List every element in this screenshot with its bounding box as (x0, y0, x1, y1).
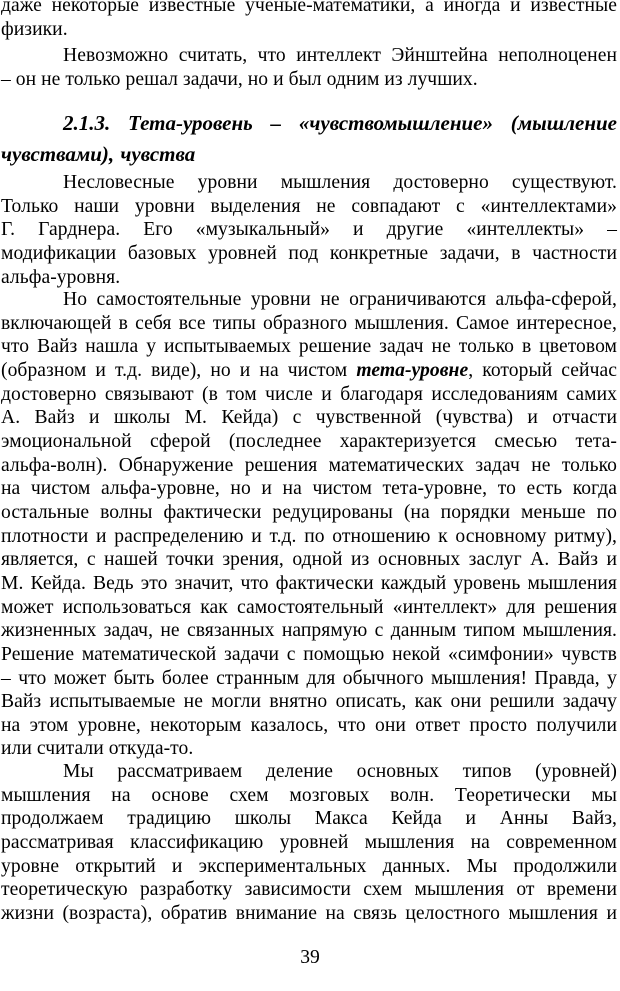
text-line: – что может быть более странным для обычного мышления! Правда, у (1, 667, 617, 689)
text-line: на этом уровне, некоторым казалось, что они ответ просто получили (1, 714, 617, 736)
text-fragment: , который сейчас (468, 359, 617, 381)
text-line: что Вайз нашла у испытываемых решение задач не только в цветовом (1, 336, 617, 358)
heading-line: чувствами), чувства (1, 142, 196, 166)
text-line: Несловесные уровни мышления достоверно существуют. (63, 172, 617, 193)
text-line: – он не только решал задачи, но и был одним из лучших. (1, 68, 478, 90)
text-line-with-emphasis (1, 359, 617, 383)
text-line: М. Кейда. Ведь это значит, что фактически каждый уровень мышления (1, 572, 617, 594)
text-line: даже некоторые известные ученые-математики, а иногда и известные (1, 0, 617, 16)
text-line: продолжаем традицию школы Макса Кейда и Анны Вайз, (1, 808, 617, 830)
text-line: модификации базовых уровней под конкретные задачи, в частности (1, 242, 617, 264)
text-line: или считали откуда-то. (1, 738, 194, 760)
text-line: мышления на основе схем мозговых волн. Теоретически мы (1, 784, 617, 806)
text-line: физики. (1, 18, 68, 40)
text-line: включающей в себя все типы образного мышления. Самое интересное, (1, 312, 617, 334)
text-line: уровне открытий и экспериментальных данных. Мы продолжили (1, 855, 617, 877)
text-line: Но самостоятельные уровни не ограничиваются альфа-сферой, (63, 289, 617, 310)
paragraph-continuation (1, 0, 617, 41)
paragraph (1, 288, 617, 761)
text-line: Только наши уровни выделения не совпадают с «интеллектами» (1, 195, 617, 217)
page-number: 39 (300, 947, 320, 968)
text-line: является, с нашей точки зрения, одной из основных заслуг А. Вайз и (1, 549, 617, 571)
text-line: может использоваться как самостоятельный «интеллект» для решения (1, 596, 617, 618)
text-line: остальные волны фактически редуцированы (на порядки меньше по (1, 501, 617, 523)
text-line: Невозможно считать, что интеллект Эйнштейна неполноценен (63, 45, 617, 66)
text-line: плотности и распределению и т.д. по отношению к основному ритму), (1, 525, 617, 547)
text-line: Г. Гарднера. Его «музыкальный» и другие «интеллекты» – (1, 219, 617, 241)
text-line: теоретическую разработку зависимости схем мышления от времени (1, 879, 617, 901)
text-line: эмоциональной сферой (последнее характеризуется смесью тета- (1, 430, 617, 452)
text-line: альфа-волн). Обнаружение решения математических задач не только (1, 454, 617, 476)
text-fragment: (образном и т.д. виде), но и на чистом (1, 359, 357, 381)
text-line: на чистом альфа-уровне, но и на чистом тета-уровне, то есть когда (1, 478, 617, 500)
heading-line: 2.1.3. Тета-уровень – «чувствомышление» (мышление (63, 111, 617, 135)
paragraph (1, 44, 617, 91)
text-line: достоверно связывают (в том числе и благодаря исследованиям самих (1, 383, 617, 405)
section-heading (1, 108, 617, 170)
text-line: А. Вайз и школы М. Кейда) с чувственной (чувства) и отчасти (1, 407, 617, 429)
text-line: Вайз испытываемые не могли внятно описать, как они решили задачу (1, 691, 617, 713)
text-line: альфа-уровня. (1, 266, 121, 288)
emphasized-term: тета-уровне (356, 359, 469, 381)
text-line: рассматривая классификацию уровней мышления на современном (1, 831, 617, 853)
text-line: жизни (возраста), обратив внимание на связь целостного мышления и (1, 902, 617, 924)
text-line: жизненных задач, не связанных напрямую с данным типом мышления. (1, 620, 617, 642)
paragraph (1, 171, 617, 289)
paragraph (1, 760, 617, 926)
text-line: Решение математической задачи с помощью некой «симфонии» чувств (1, 643, 617, 665)
text-line: Мы рассматриваем деление основных типов (уровней) (63, 761, 617, 782)
